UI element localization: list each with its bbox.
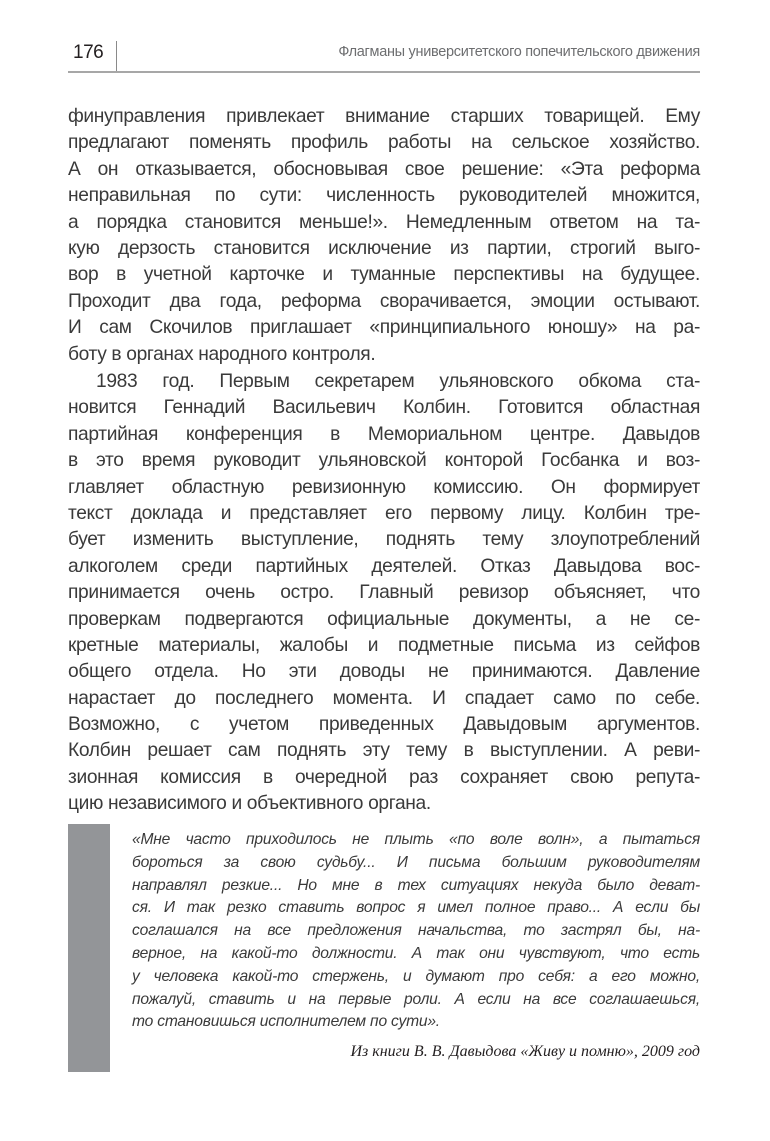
paragraph-1 (68, 104, 700, 368)
text-line: проверкам подвергаются официальные документы, а не се- (68, 608, 700, 630)
quote-line: направлял резкие... Но мне в тех ситуациях некуда было деват- (132, 876, 700, 894)
paragraph-2 (68, 369, 700, 818)
page-header (68, 38, 700, 73)
running-title: Флагманы университетского попечительского движения (338, 44, 700, 60)
quote-line: то становишься исполнителем по сути». (132, 1013, 440, 1031)
text-line: нарастает до последнего момента. И спадает само по себе. (68, 687, 700, 709)
text-line: партийная конференция в Мемориальном центре. Давыдов (68, 423, 700, 445)
quote-line: ся. И так резко ставить вопрос я имел полное право... А если бы (132, 899, 700, 917)
text-line: зионная комиссия в очередной раз сохраняет свою репута- (68, 766, 700, 788)
text-line: принимается очень остро. Главный ревизор объясняет, что (68, 582, 700, 604)
text-line: боту в органах народного контроля. (68, 343, 376, 365)
quote-bar (68, 824, 110, 1072)
quote-line: «Мне часто приходилось не плыть «по воле волн», а пытаться (132, 831, 700, 848)
text-line: финуправления привлекает внимание старших товарищей. Ему (68, 106, 700, 127)
quote-line: у человека какой-то стержень, и думают про себя: а его можно, (132, 967, 700, 985)
text-line: вор в учетной карточке и туманные перспективы на будущее. (68, 264, 700, 286)
text-line: кретные материалы, жалобы и подметные письма из сейфов (68, 634, 700, 656)
text-line: в это время руководит ульяновской конторой Госбанка и воз- (68, 450, 700, 472)
text-line: алкоголем среди партийных деятелей. Отказ Давыдова вос- (68, 555, 700, 577)
text-line: Проходит два года, реформа сворачивается, эмоции остывают. (68, 290, 700, 312)
text-line: предлагают поменять профиль работы на сельское хозяйство. (68, 132, 700, 154)
text-line: неправильная по сути: численность руководителей множится, (68, 185, 700, 207)
text-line: бует изменить выступление, поднять тему злоупотреблений (68, 529, 700, 551)
text-line: цию независимого и объективного органа. (68, 793, 431, 815)
header-divider (116, 41, 117, 71)
quote-line: пожалуй, ставить и на первые роли. А если на все соглашаешься, (132, 990, 700, 1008)
text-line: А он отказывается, обосновывая свое решение: «Эта реформа (68, 158, 700, 180)
text-line: главляет областную ревизионную комиссию. Он формирует (68, 476, 700, 498)
text-line: текст доклада и представляет его первому лицу. Колбин тре- (68, 502, 700, 524)
text-line: новится Геннадий Васильевич Колбин. Готовится областная (68, 397, 700, 419)
text-line: Возможно, с учетом приведенных Давыдовым аргументов. (68, 714, 700, 736)
blockquote (132, 829, 700, 1034)
quote-line: верное, на какой-то должности. А так они чувствуют, что есть (132, 944, 700, 962)
text-line: Колбин решает сам поднять эту тему в выступлении. А реви- (68, 740, 700, 762)
text-line: общего отдела. Но эти доводы не принимаются. Давление (68, 661, 700, 683)
quote-source: Из книги В. В. Давыдова «Живу и помню», 2009 год (350, 1043, 700, 1060)
text-line: И сам Скочилов приглашает «принципиального юношу» на ра- (68, 317, 700, 339)
page-number: 176 (73, 42, 104, 63)
text-line: 1983 год. Первым секретарем ульяновского обкома ста- (96, 371, 700, 392)
quote-line: соглашался на все предложения начальства, то застрял бы, на- (132, 922, 700, 940)
text-line: а порядка становится меньше!». Немедленным ответом на та- (68, 211, 700, 233)
text-line: кую дерзость становится исключение из партии, строгий выго- (68, 237, 700, 259)
quote-line: бороться за свою судьбу... И письма большим руководителям (132, 853, 700, 871)
